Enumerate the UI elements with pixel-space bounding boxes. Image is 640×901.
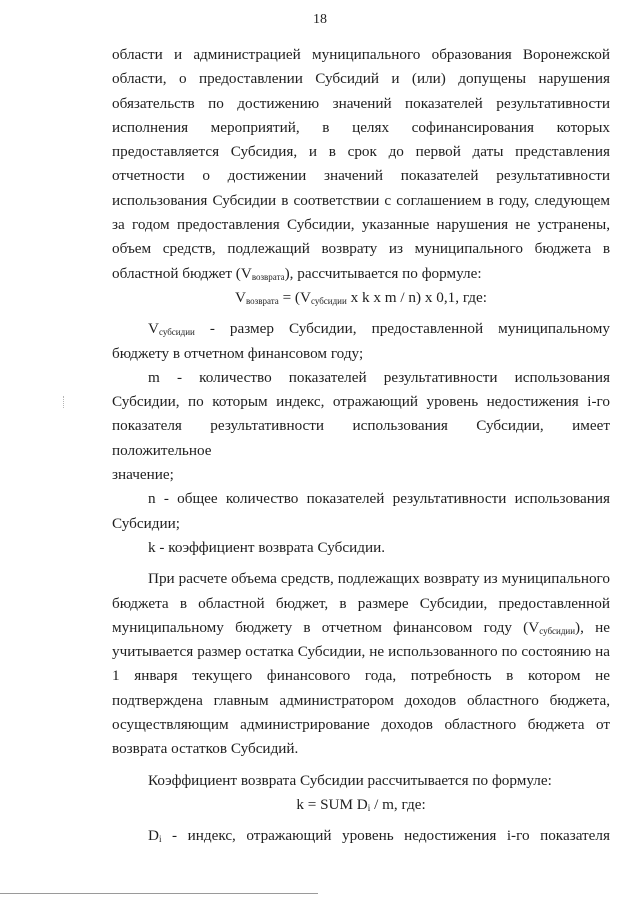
paragraph-calculation [112,567,610,761]
text-line: показателя результативности использования Субсидии, имеет положительное [112,417,610,459]
paragraph-intro [112,43,610,286]
text-line: предоставляется Субсидия, и в срок до первой даты представления [112,143,610,161]
definition-v-subsidy [112,317,610,366]
text-line: объем средств, подлежащий возврату из муниципального бюджета в [112,240,610,258]
definition-d [112,824,610,848]
text-line: m - количество показателей результативности использования [148,368,610,386]
text-fragment: - индекс, отражающий уровень недостижения i-го показателя [161,827,610,845]
paragraph-coefficient: Коэффициент возврата Субсидии рассчитывается по формуле: [148,771,552,789]
subscript: субсидии [539,625,576,636]
subscript: возврата [245,295,279,306]
text-line: бюджета в областной бюджет, в размере Субсидии, предоставленной [112,594,610,612]
text-line: использования Субсидии в соответствии с соглашением в году, следующем [112,191,610,209]
text-fragment: областной бюджет (V [112,264,252,282]
definition-m [112,366,610,487]
formula-part: / m, где: [370,795,426,813]
margin-mark [63,396,65,408]
formula-return-volume [112,286,610,310]
document-body [112,43,610,849]
formula-symbol: V [235,288,246,306]
text-line [112,616,610,640]
text-line [112,262,610,286]
subscript: i [158,834,162,845]
text-line: Субсидии, по которым индекс, отражающий уровень недостижения i-го [112,393,610,411]
text-line: возврата остатков Субсидий. [112,740,299,758]
text-line: бюджету в отчетном финансовом году; [112,344,364,362]
footer-rule [0,893,318,894]
text-line: Субсидии; [112,514,180,532]
spacer [112,310,610,317]
page-number: 18 [313,12,327,27]
subscript: субсидии [310,295,347,306]
text-line: учитывается размер остатка Субсидии, не использованного по состоянию на [112,643,610,661]
definition-k: k - коэффициент возврата Субсидии. [148,538,385,556]
text-line: 1 января текущего финансового года, потребность в котором не [112,667,610,685]
formula-part: k = SUM D [296,795,368,813]
subscript: i [367,802,371,813]
spacer [112,762,610,769]
text-line: отчетности о достижении значений показателей результативности [112,167,610,185]
text-line: значение; [112,466,174,484]
text-line: области, о предоставлении Субсидий и (или) допущены нарушения [112,70,610,88]
text-fragment: - размер Субсидии, предоставленной муниципальному [194,320,610,338]
formula-part: x k x m / n) x 0,1, где: [346,288,487,306]
text-line: за годом предоставления Субсидии, указанные нарушения не устранены, [112,216,610,234]
text-line: n - общее количество показателей результативности использования [148,490,610,508]
formula-symbol: D [148,827,159,845]
formula-symbol: V [148,320,159,338]
text-line [112,317,610,341]
text-line: подтверждена главным администратором доходов областного бюджета, [112,691,610,709]
text-line: области и администрацией муниципального образования Воронежской [112,46,610,63]
spacer [112,817,610,824]
text-line: исполнения мероприятий, в целях софинансирования которых [112,118,610,136]
text-line: При расчете объема средств, подлежащих возврату из муниципального [148,570,610,588]
formula-part: = (V [278,288,311,306]
text-line: осуществляющим администрирование доходов областного бюджета от [112,716,610,734]
subscript: возврата [251,271,285,282]
definition-n [112,487,610,536]
text-fragment: муниципальному бюджету в отчетном финансовом году (V [112,618,540,636]
formula-coefficient [112,793,610,817]
text-fragment: ), рассчитывается по формуле: [284,264,482,282]
subscript: субсидии [158,327,195,338]
text-fragment: ), не [575,618,610,636]
text-line: обязательств по достижению значений показателей результативности [112,94,610,112]
spacer [112,560,610,567]
